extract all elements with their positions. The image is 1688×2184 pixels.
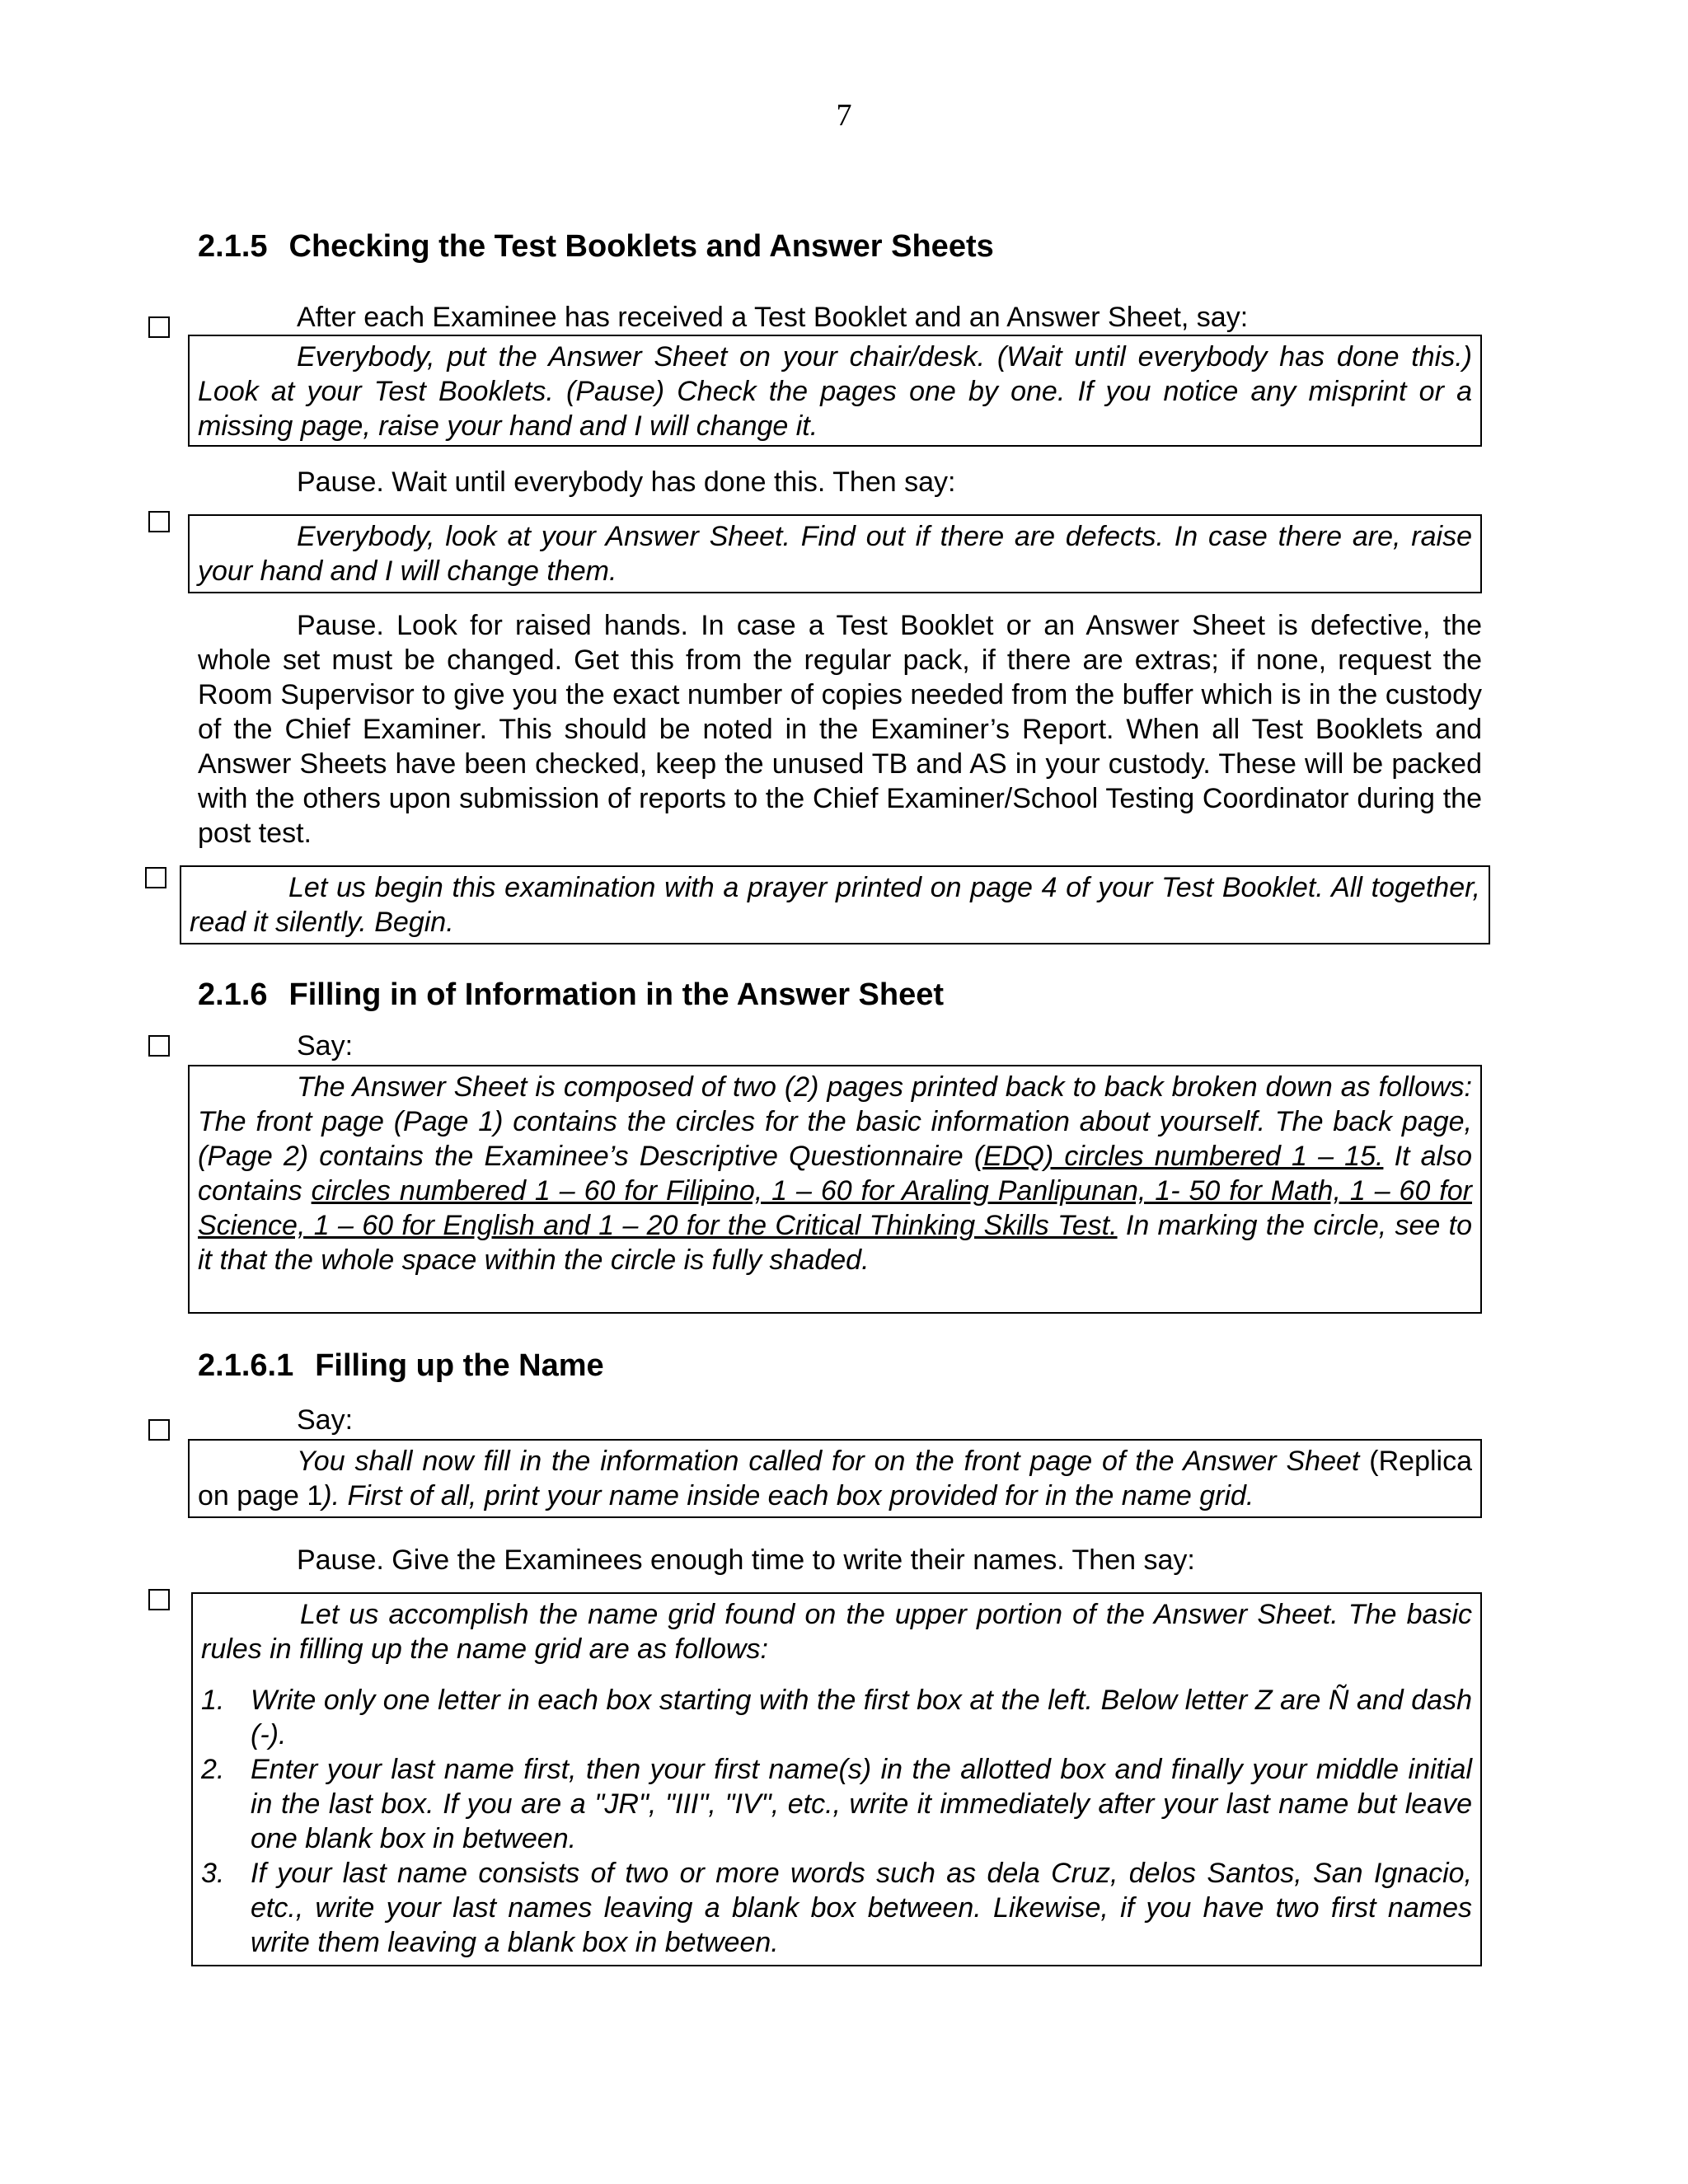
section-title: Filling up the Name — [315, 1348, 604, 1383]
underlined-text: (EDQ) circles numbered 1 – 15. — [973, 1141, 1384, 1172]
text-run: You shall now fill in the information called for on the front page of the Answer Sheet — [297, 1446, 1370, 1477]
section-heading-2-1-6-1 — [198, 1348, 604, 1384]
script-text — [198, 1070, 1472, 1277]
text-run: In marking the circle, see to it that the whole space within the circle is fully shaded. — [198, 1210, 1472, 1276]
text-run: ). First of all, print your name inside each box provided for in the name grid. — [322, 1480, 1254, 1511]
checkbox[interactable] — [148, 1419, 170, 1441]
section-number: 2.1.5 — [198, 229, 268, 264]
section-title: Filling in of Information in the Answer Sheet — [288, 977, 945, 1012]
instruction-lead: Say: — [297, 1404, 354, 1436]
list-text: Enter your last name first, then your first name(s) in the allotted box and finally your middle initial in the last box. If you are a "JR", "III", "IV", etc., write it immediately after your last name but leave one blank box in between. — [251, 1754, 1472, 1854]
checkbox[interactable] — [148, 1589, 170, 1610]
checkbox[interactable] — [148, 1035, 170, 1057]
script-box-answer-sheet-defects — [188, 514, 1482, 593]
text-run: (Replica on page 1 — [198, 1446, 1472, 1511]
list-item — [201, 1752, 1472, 1856]
section-heading-2-1-5 — [198, 229, 994, 265]
script-box-fill-name — [188, 1439, 1482, 1518]
section-title: Checking the Test Booklets and Answer Sheets — [288, 229, 994, 264]
section-heading-2-1-6 — [198, 977, 944, 1013]
section-number: 2.1.6 — [198, 977, 268, 1012]
rules-list — [201, 1683, 1472, 1960]
list-number: 3. — [201, 1858, 225, 1889]
script-text: Everybody, look at your Answer Sheet. Find out if there are defects. In case there are, raise your hand and I will change them. — [198, 521, 1472, 587]
paragraph-text: Pause. Look for raised hands. In case a Test Booklet or an Answer Sheet is defective, the whole set must be changed. Get this from the regular pack, if there are extras; if none, request the Room Supervisor to give you the exact number of copies needed from the buffer which is in the custody of the Chief Examiner. This should be noted in the Examiner’s Report. When all Test Booklets and Answer Sheets have been checked, keep the unused TB and AS in your custody. These will be packed with the others upon submission of reports to the Chief Examiner/School Testing Coordinator during the post test. — [198, 610, 1482, 849]
script-text — [198, 1444, 1472, 1513]
script-text: Everybody, put the Answer Sheet on your chair/desk. (Wait until everybody has done this.) Look at your Test Booklets. (Pause) Check the pages one by one. If you notice any misprint or a missing page, raise your hand and I will change it. — [198, 341, 1472, 442]
instruction-paragraph — [198, 608, 1482, 851]
text-run: It also contains — [198, 1141, 1472, 1207]
text-run: The Answer Sheet is composed of two (2) pages printed back to back broken down as follows: The front page (Page 1) contains the circles for the basic information about yourself. The back page, (Page 2) contains the Examinee’s Descriptive Questionnaire — [198, 1071, 1472, 1172]
script-box-answer-sheet-composition — [188, 1065, 1482, 1314]
list-text: If your last name consists of two or more words such as dela Cruz, delos Santos, San Ignacio, etc., write your last names leaving a blank box between. Likewise, if you have two first names write them leaving a blank box in between. — [251, 1858, 1472, 1958]
page-number: 7 — [836, 98, 852, 133]
checkbox[interactable] — [148, 316, 170, 338]
list-number: 1. — [201, 1685, 225, 1716]
script-box-check-booklets — [188, 335, 1482, 447]
underlined-text: circles numbered 1 – 60 for Filipino, 1 – 60 for Araling Panlipunan, 1- 50 for Math, 1 – 60 for Science, 1 – 60 for English and 1 – 20 for the Critical Thinking Skills Test. — [198, 1175, 1472, 1241]
checkbox[interactable] — [148, 511, 170, 532]
instruction-lead: Pause. Wait until everybody has done this. Then say: — [297, 466, 956, 498]
script-box-name-grid-rules — [191, 1592, 1482, 1966]
script-text: Let us accomplish the name grid found on the upper portion of the Answer Sheet. The basic rules in filling up the name grid are as follows: — [201, 1599, 1472, 1665]
instruction-lead: Say: — [297, 1030, 354, 1062]
list-number: 2. — [201, 1754, 225, 1785]
instruction-lead: After each Examinee has received a Test Booklet and an Answer Sheet, say: — [297, 302, 1249, 333]
script-text: Let us begin this examination with a prayer printed on page 4 of your Test Booklet. All together, read it silently. Begin. — [190, 872, 1480, 938]
list-item — [201, 1683, 1472, 1752]
checkbox[interactable] — [145, 867, 166, 888]
instruction-lead: Pause. Give the Examinees enough time to write their names. Then say: — [297, 1544, 1195, 1576]
list-text: Write only one letter in each box starting with the first box at the left. Below letter Z are Ñ and dash (-). — [251, 1685, 1472, 1750]
script-box-prayer — [180, 865, 1490, 944]
list-item — [201, 1856, 1472, 1960]
section-number: 2.1.6.1 — [198, 1348, 294, 1383]
